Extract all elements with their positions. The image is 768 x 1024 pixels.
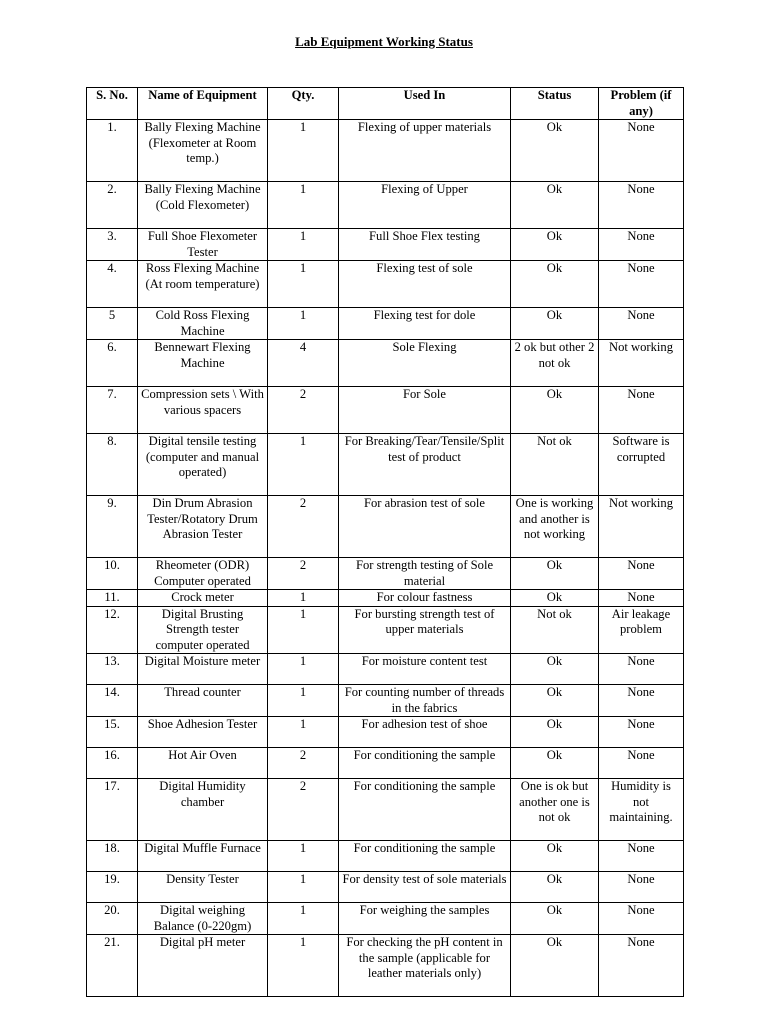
cell-equipment-name: Full Shoe Flexometer Tester (138, 229, 268, 261)
cell-equipment-name: Bally Flexing Machine (Cold Flexometer) (138, 182, 268, 229)
cell-sno: 9. (87, 496, 138, 558)
cell-status: Ok (511, 229, 599, 261)
cell-problem: None (599, 685, 684, 717)
cell-status: Not ok (511, 434, 599, 496)
cell-equipment-name: Digital Brusting Strength tester computer operated (138, 606, 268, 654)
table-row (87, 717, 684, 748)
cell-qty: 1 (268, 434, 339, 496)
table-row (87, 872, 684, 903)
cell-sno: 15. (87, 717, 138, 748)
cell-qty: 1 (268, 590, 339, 607)
table-row (87, 748, 684, 779)
header-name: Name of Equipment (138, 88, 268, 120)
table-row (87, 182, 684, 229)
cell-equipment-name: Shoe Adhesion Tester (138, 717, 268, 748)
cell-equipment-name: Bally Flexing Machine (Flexometer at Room temp.) (138, 120, 268, 182)
cell-used-in: For density test of sole materials (339, 872, 511, 903)
table-row (87, 120, 684, 182)
cell-used-in: For conditioning the sample (339, 748, 511, 779)
table-row (87, 261, 684, 308)
cell-problem: None (599, 182, 684, 229)
cell-used-in: For conditioning the sample (339, 779, 511, 841)
cell-problem: None (599, 261, 684, 308)
cell-status: Ok (511, 387, 599, 434)
cell-qty: 4 (268, 340, 339, 387)
cell-qty: 1 (268, 654, 339, 685)
equipment-table (86, 87, 684, 997)
cell-equipment-name: Digital tensile testing (computer and manual operated) (138, 434, 268, 496)
cell-qty: 1 (268, 717, 339, 748)
cell-equipment-name: Thread counter (138, 685, 268, 717)
cell-used-in: Flexing of Upper (339, 182, 511, 229)
cell-problem: None (599, 120, 684, 182)
cell-problem: None (599, 590, 684, 607)
header-problem: Problem (if any) (599, 88, 684, 120)
cell-problem: None (599, 229, 684, 261)
header-used-in: Used In (339, 88, 511, 120)
cell-status: 2 ok but other 2 not ok (511, 340, 599, 387)
cell-sno: 1. (87, 120, 138, 182)
cell-status: Ok (511, 558, 599, 590)
cell-qty: 1 (268, 182, 339, 229)
cell-used-in: For Sole (339, 387, 511, 434)
cell-qty: 1 (268, 229, 339, 261)
cell-status: One is working and another is not working (511, 496, 599, 558)
cell-qty: 2 (268, 558, 339, 590)
cell-equipment-name: Digital pH meter (138, 935, 268, 997)
cell-problem: Not working (599, 496, 684, 558)
cell-qty: 2 (268, 387, 339, 434)
cell-problem: None (599, 748, 684, 779)
cell-used-in: For abrasion test of sole (339, 496, 511, 558)
cell-problem: None (599, 558, 684, 590)
cell-sno: 21. (87, 935, 138, 997)
cell-sno: 2. (87, 182, 138, 229)
cell-equipment-name: Digital weighing Balance (0-220gm) (138, 903, 268, 935)
cell-used-in: Sole Flexing (339, 340, 511, 387)
table-row (87, 340, 684, 387)
cell-equipment-name: Din Drum Abrasion Tester/Rotatory Drum Abrasion Tester (138, 496, 268, 558)
cell-problem: Software is corrupted (599, 434, 684, 496)
table-row (87, 308, 684, 340)
cell-sno: 13. (87, 654, 138, 685)
cell-problem: None (599, 903, 684, 935)
cell-used-in: Flexing test of sole (339, 261, 511, 308)
table-row (87, 685, 684, 717)
table-row (87, 654, 684, 685)
cell-sno: 18. (87, 841, 138, 872)
cell-sno: 14. (87, 685, 138, 717)
cell-problem: None (599, 387, 684, 434)
cell-used-in: For counting number of threads in the fabrics (339, 685, 511, 717)
cell-sno: 20. (87, 903, 138, 935)
cell-status: Ok (511, 308, 599, 340)
cell-sno: 7. (87, 387, 138, 434)
cell-problem: Not working (599, 340, 684, 387)
cell-equipment-name: Digital Moisture meter (138, 654, 268, 685)
cell-problem: None (599, 841, 684, 872)
cell-used-in: Full Shoe Flex testing (339, 229, 511, 261)
cell-sno: 5 (87, 308, 138, 340)
table-row (87, 496, 684, 558)
cell-status: Ok (511, 120, 599, 182)
cell-sno: 11. (87, 590, 138, 607)
cell-equipment-name: Crock meter (138, 590, 268, 607)
cell-sno: 4. (87, 261, 138, 308)
cell-status: Not ok (511, 606, 599, 654)
table-row (87, 903, 684, 935)
table-row (87, 434, 684, 496)
cell-used-in: For checking the pH content in the sample (applicable for leather materials only) (339, 935, 511, 997)
table-row (87, 841, 684, 872)
header-status: Status (511, 88, 599, 120)
cell-used-in: For colour fastness (339, 590, 511, 607)
cell-equipment-name: Rheometer (ODR) Computer operated (138, 558, 268, 590)
header-qty: Qty. (268, 88, 339, 120)
cell-qty: 1 (268, 120, 339, 182)
cell-used-in: For adhesion test of shoe (339, 717, 511, 748)
cell-used-in: For bursting strength test of upper materials (339, 606, 511, 654)
cell-equipment-name: Bennewart Flexing Machine (138, 340, 268, 387)
cell-equipment-name: Hot Air Oven (138, 748, 268, 779)
cell-sno: 8. (87, 434, 138, 496)
cell-status: Ok (511, 748, 599, 779)
cell-status: Ok (511, 685, 599, 717)
table-row (87, 779, 684, 841)
cell-qty: 2 (268, 496, 339, 558)
table-row (87, 606, 684, 654)
cell-problem: None (599, 935, 684, 997)
cell-qty: 1 (268, 308, 339, 340)
cell-sno: 3. (87, 229, 138, 261)
cell-qty: 1 (268, 935, 339, 997)
cell-equipment-name: Compression sets \ With various spacers (138, 387, 268, 434)
cell-sno: 16. (87, 748, 138, 779)
cell-used-in: For strength testing of Sole material (339, 558, 511, 590)
cell-problem: None (599, 717, 684, 748)
cell-used-in: For moisture content test (339, 654, 511, 685)
cell-sno: 10. (87, 558, 138, 590)
cell-used-in: For Breaking/Tear/Tensile/Split test of product (339, 434, 511, 496)
table-row (87, 935, 684, 997)
cell-used-in: Flexing of upper materials (339, 120, 511, 182)
cell-equipment-name: Density Tester (138, 872, 268, 903)
table-row (87, 387, 684, 434)
cell-status: Ok (511, 261, 599, 308)
cell-used-in: For weighing the samples (339, 903, 511, 935)
cell-sno: 6. (87, 340, 138, 387)
cell-qty: 1 (268, 685, 339, 717)
table-row (87, 229, 684, 261)
cell-equipment-name: Digital Muffle Furnace (138, 841, 268, 872)
cell-equipment-name: Digital Humidity chamber (138, 779, 268, 841)
cell-status: Ok (511, 182, 599, 229)
cell-status: Ok (511, 872, 599, 903)
cell-problem: None (599, 872, 684, 903)
cell-problem: Air leakage problem (599, 606, 684, 654)
cell-status: One is ok but another one is not ok (511, 779, 599, 841)
cell-used-in: Flexing test for dole (339, 308, 511, 340)
cell-sno: 17. (87, 779, 138, 841)
cell-qty: 2 (268, 748, 339, 779)
table-row (87, 590, 684, 607)
cell-status: Ok (511, 841, 599, 872)
cell-status: Ok (511, 590, 599, 607)
cell-status: Ok (511, 717, 599, 748)
cell-problem: None (599, 308, 684, 340)
header-sno: S. No. (87, 88, 138, 120)
cell-qty: 1 (268, 903, 339, 935)
page-title: Lab Equipment Working Status (295, 34, 473, 49)
cell-qty: 2 (268, 779, 339, 841)
cell-status: Ok (511, 935, 599, 997)
cell-equipment-name: Cold Ross Flexing Machine (138, 308, 268, 340)
cell-status: Ok (511, 903, 599, 935)
cell-problem: Humidity is not maintaining. (599, 779, 684, 841)
cell-qty: 1 (268, 841, 339, 872)
cell-equipment-name: Ross Flexing Machine (At room temperature) (138, 261, 268, 308)
cell-sno: 19. (87, 872, 138, 903)
cell-sno: 12. (87, 606, 138, 654)
cell-qty: 1 (268, 606, 339, 654)
cell-qty: 1 (268, 261, 339, 308)
cell-status: Ok (511, 654, 599, 685)
cell-used-in: For conditioning the sample (339, 841, 511, 872)
table-row (87, 558, 684, 590)
cell-problem: None (599, 654, 684, 685)
table-header-row (87, 88, 684, 120)
cell-qty: 1 (268, 872, 339, 903)
